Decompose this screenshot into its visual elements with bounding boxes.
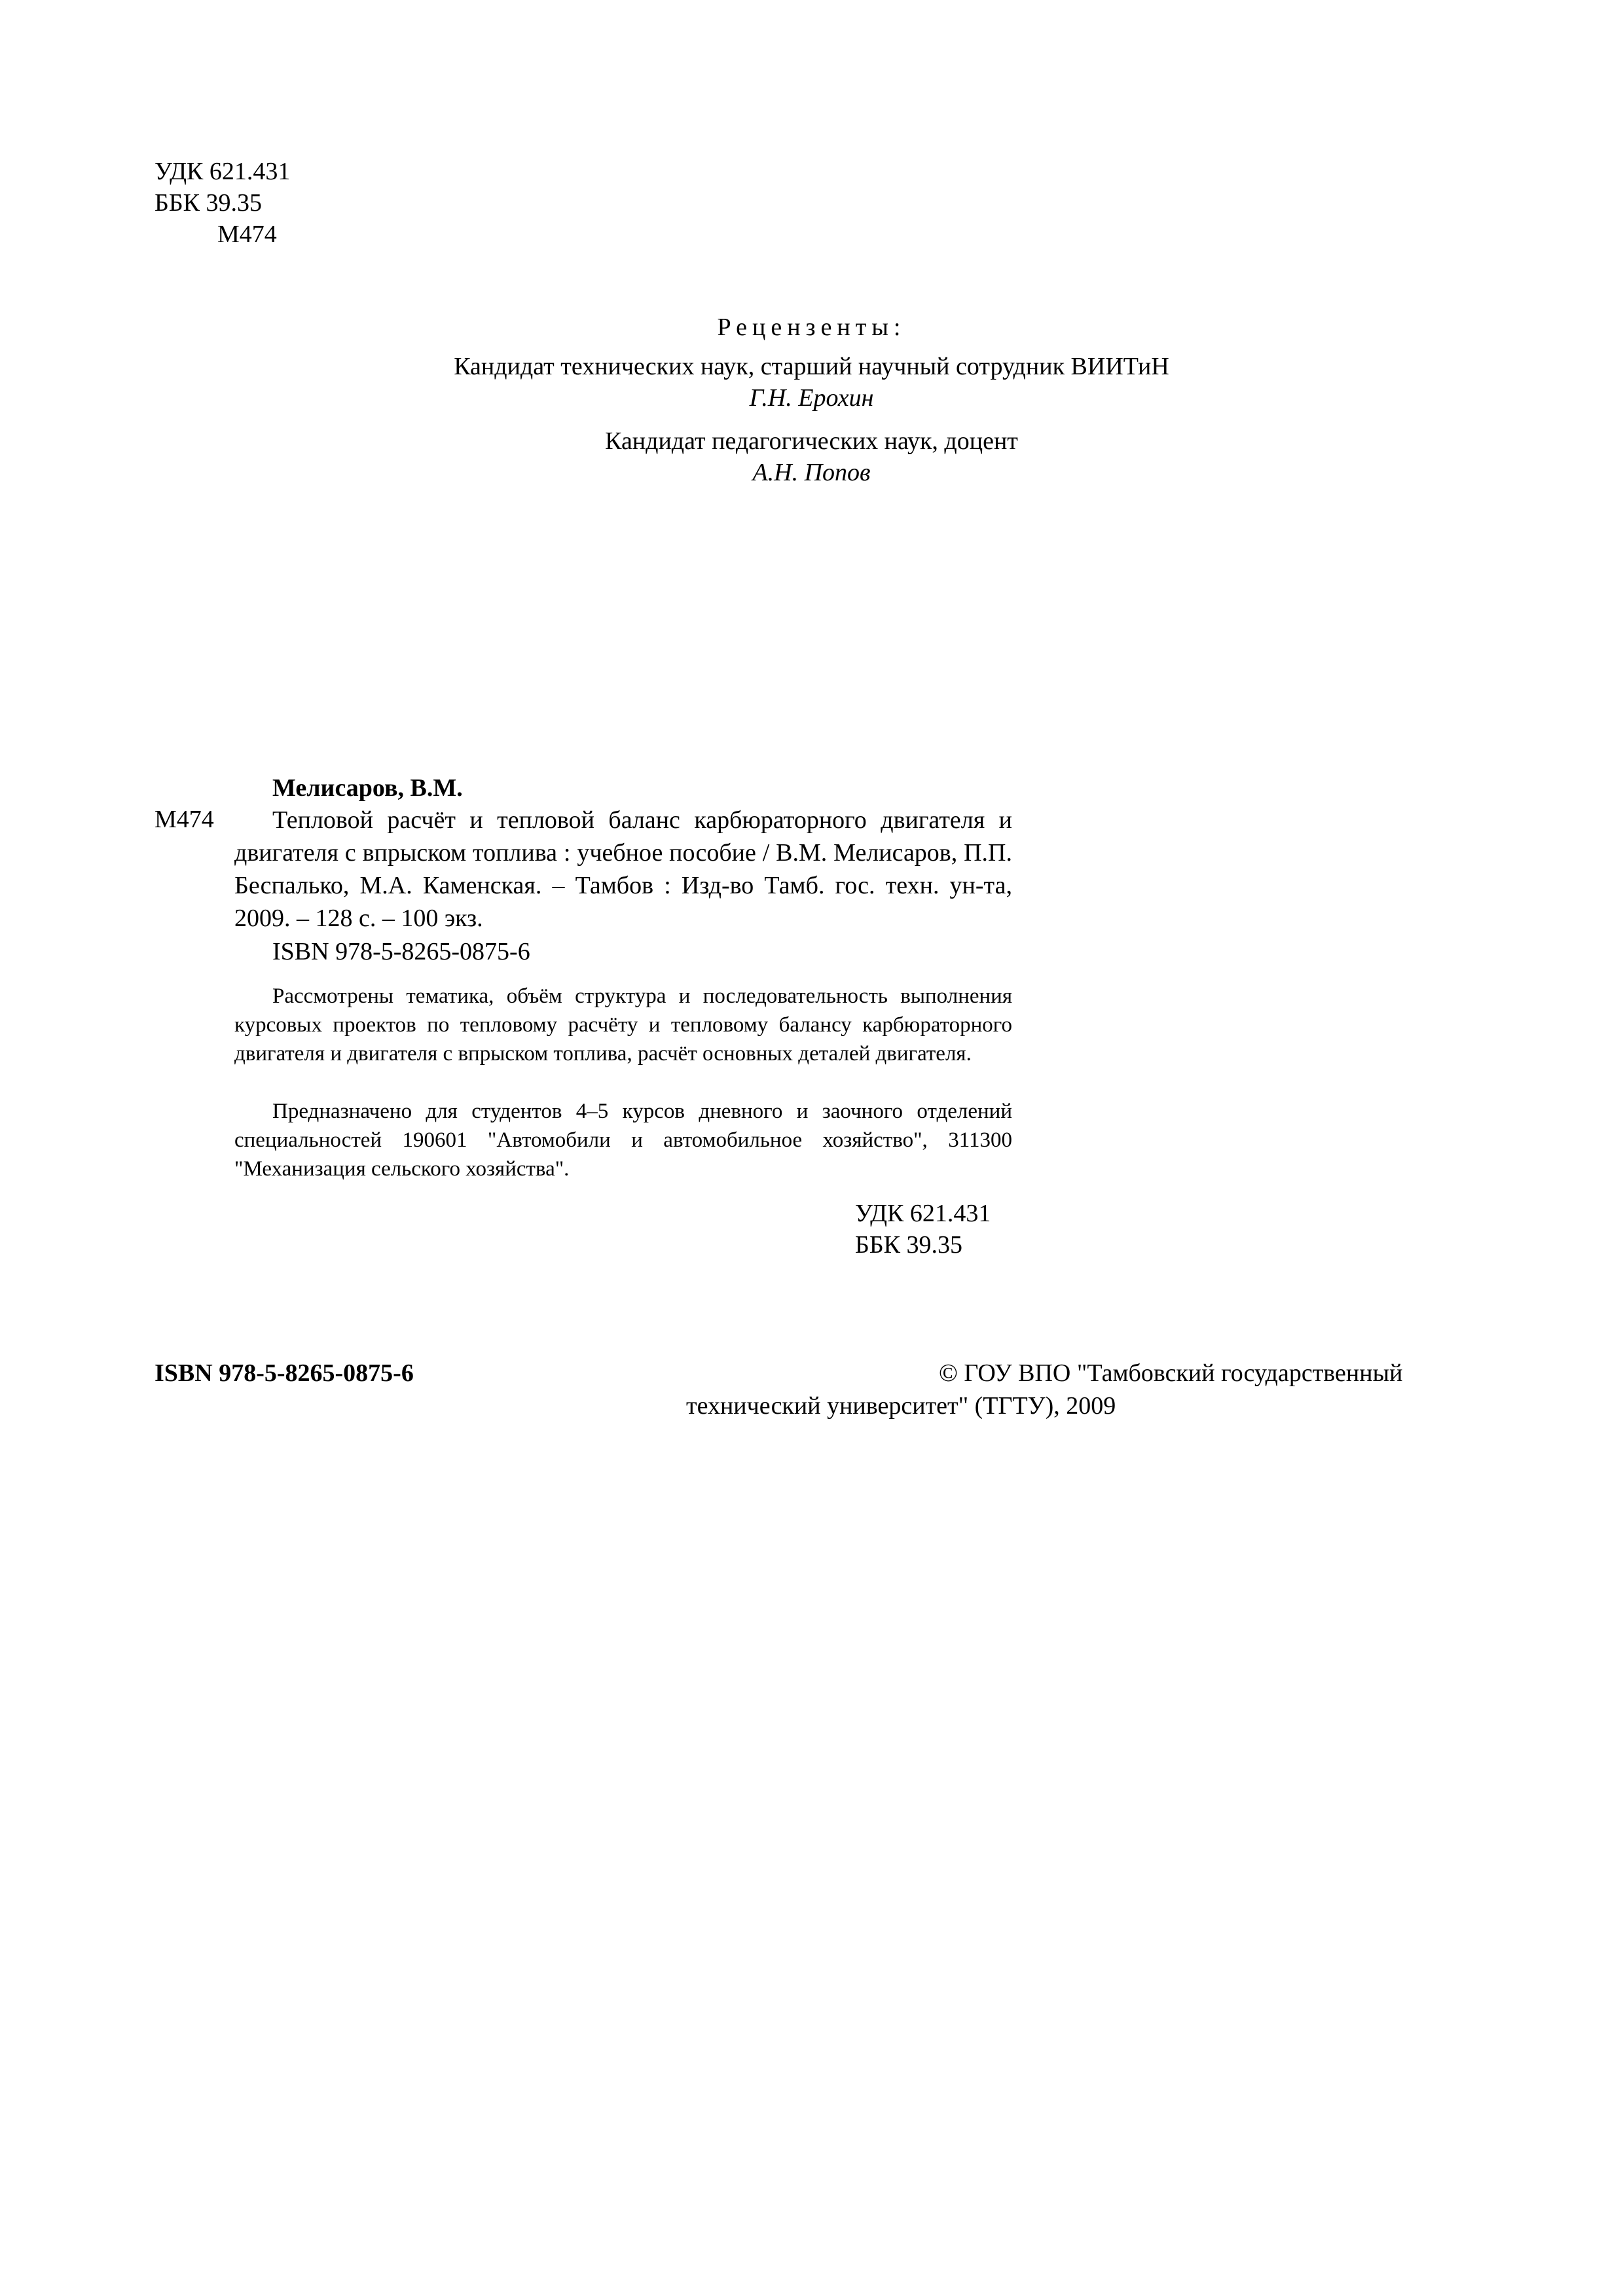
classification-udk: УДК 621.431 xyxy=(855,1200,991,1227)
reviewer-1-title: Кандидат технических наук, старший научный сотрудник ВИИТиН xyxy=(454,353,1169,380)
reviewer-2-title: Кандидат педагогических наук, доцент xyxy=(605,427,1018,455)
top-author-code: М474 xyxy=(217,221,277,248)
record-description: Тепловой расчёт и тепловой баланс карбюраторного двигателя и двигателя с впрыском топлива : учебное пособие / В.М. Мелисаров, П.П. Беспалько, М.А. Каменская. – Тамбов : Изд-во Тамб. гос. техн. ун-та, 2009. – 128 с. – 100 экз. xyxy=(234,806,1012,932)
footer-isbn: ISBN 978-5-8265-0875-6 xyxy=(155,1359,414,1387)
record-isbn: ISBN 978-5-8265-0875-6 xyxy=(272,938,530,965)
annotation-paragraph-1: Рассмотрены тематика, объём структура и последовательность выполнения курсовых проектов по тепловому расчёту и тепловому балансу карбюраторного двигателя и двигателя с впрыском топлива, расчёт основных деталей двигателя. xyxy=(234,984,1012,1066)
copyright-line-1: © ГОУ ВПО "Тамбовский государственный xyxy=(939,1359,1403,1387)
reviewers-heading: Рецензенты: xyxy=(717,314,906,341)
annotation-paragraph-2: Предназначено для студентов 4–5 курсов дневного и заочного отделений специальностей 190601 "Автомобили и автомобильное хозяйство", 311300 "Механизация сельского хозяйства". xyxy=(234,1100,1012,1181)
record-code: М474 xyxy=(155,806,214,833)
reviewer-1-name: Г.Н. Ерохин xyxy=(749,384,874,412)
copyright-line-2: технический университет" (ТГТУ), 2009 xyxy=(686,1392,1116,1420)
top-udk: УДК 621.431 xyxy=(155,158,291,185)
top-bbk: ББК 39.35 xyxy=(155,189,262,217)
classification-bbk: ББК 39.35 xyxy=(855,1231,962,1259)
record-author: Мелисаров, В.М. xyxy=(272,774,463,802)
reviewer-2-name: А.Н. Попов xyxy=(752,459,871,486)
